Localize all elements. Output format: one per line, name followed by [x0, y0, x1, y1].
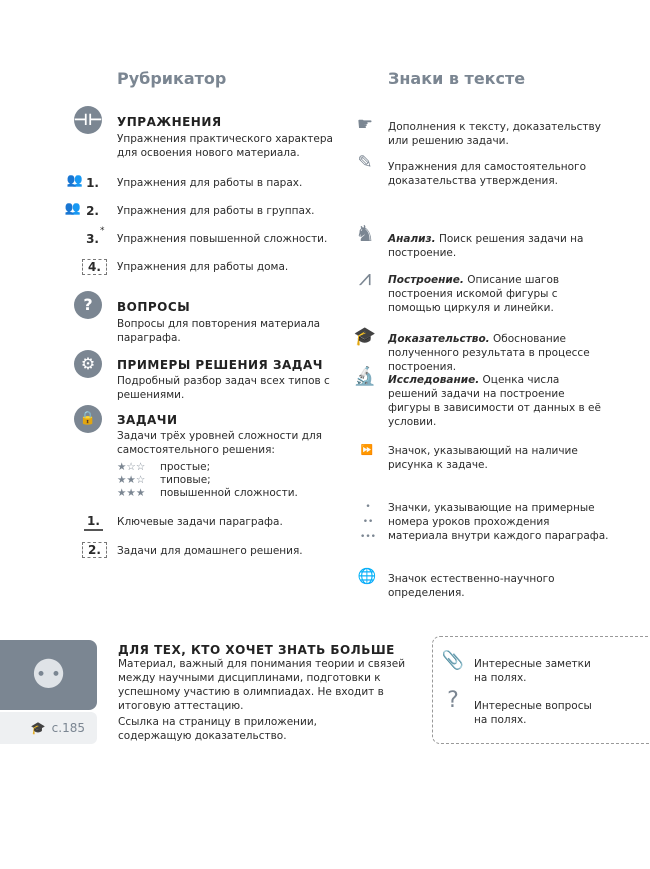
sign-desc: Значок, указывающий на наличие рисунка к задаче.: [388, 445, 578, 471]
level-text: простые;: [160, 461, 211, 473]
compass-icon: ⩘: [358, 266, 372, 291]
tasks-desc: Задачи трёх уровней сложности для самостоятельного решения:: [117, 430, 322, 456]
key-task-num: 1.: [84, 514, 103, 531]
group-icon: 👥: [64, 201, 82, 216]
level-text: повышенной сложности.: [160, 487, 298, 499]
page-ref-desc: Ссылка на страницу в приложении, содержащую доказательство.: [118, 716, 318, 742]
page-reference-badge: [0, 712, 97, 744]
lock-icon: 🔒: [74, 405, 102, 433]
key-task-text: Ключевые задачи параграфа.: [117, 516, 283, 528]
item-num: 1.: [86, 176, 99, 190]
signs-title: Знаки в тексте: [388, 69, 526, 88]
sign-desc: Обоснование полученного результата в процессе построения.: [388, 333, 590, 373]
sign-desc: Оценка числа решений задачи на построение фигуры в зависимости от данных в её условии.: [388, 374, 601, 428]
stars-icon: ★★★: [117, 487, 146, 499]
item-num: 4.: [82, 259, 107, 275]
exercises-desc: Упражнения практического характера для освоения нового материала.: [117, 133, 333, 159]
sign-desc: Описание шагов построения искомой фигуры с помощью циркуля и линейки.: [388, 274, 560, 314]
item-text: Упражнения для работы в группах.: [117, 205, 315, 217]
graduation-cap-icon: 🎓: [353, 326, 377, 347]
rubricator-title: Рубрикатор: [117, 69, 227, 88]
examples-desc: Подробный разбор задач всех типов с решениями.: [117, 375, 330, 401]
home-task-num: 2.: [82, 542, 107, 558]
questions-margin-desc: Интересные вопросы на полях.: [474, 700, 592, 726]
notes-desc: Интересные заметки на полях.: [474, 658, 591, 684]
graduation-cap-icon: 🎓: [30, 721, 46, 735]
sign-desc: Поиск решения задачи на построение.: [388, 233, 584, 259]
item-text: Упражнения для работы в парах.: [117, 177, 303, 189]
chess-knight-icon: ♞: [355, 222, 375, 247]
sign-term: Исследование.: [388, 374, 480, 386]
tasks-heading: ЗАДАЧИ: [117, 413, 178, 427]
more-heading: ДЛЯ ТЕХ, КТО ХОЧЕТ ЗНАТЬ БОЛЬШЕ: [118, 643, 395, 657]
question-mark-icon: ?: [447, 688, 459, 713]
sign-desc: Значки, указывающие на примерные номера уроков прохождения материала внутри каждого параграфа.: [388, 502, 609, 542]
examples-heading: ПРИМЕРЫ РЕШЕНИЯ ЗАДАЧ: [117, 358, 323, 372]
more-desc: Материал, важный для понимания теории и связей между научными дисциплинами, подготовки к успешному участию в олимпиадах. Не входит в итоговую аттестацию.: [118, 658, 406, 712]
item-num: 3.: [86, 232, 99, 246]
item-text: Упражнения для работы дома.: [117, 261, 289, 273]
home-task-text: Задачи для домашнего решения.: [117, 545, 303, 557]
microscope-icon: 🔬: [353, 366, 377, 387]
margin-notes-box: [432, 636, 650, 744]
page-ref: с.185: [51, 721, 85, 735]
globe-icon: 🌐: [357, 567, 377, 585]
sign-term: Доказательство.: [388, 333, 490, 345]
pencil-icon: ✎: [357, 152, 373, 173]
vitruvian-man-icon: ⚉: [0, 640, 97, 710]
sign-desc: Дополнения к тексту, доказательству или решению задачи.: [388, 121, 601, 147]
fast-forward-icon: ⏩: [360, 445, 374, 456]
question-icon: ?: [74, 291, 102, 319]
sign-desc: Упражнения для самостоятельного доказательства утверждения.: [388, 161, 587, 187]
dots-icon: • •• •••: [360, 502, 376, 542]
item-text: Упражнения повышенной сложности.: [117, 233, 328, 245]
paperclip-icon: 📎: [441, 650, 465, 671]
pointing-hand-icon: ☛: [356, 114, 374, 135]
sign-desc: Значок естественно-научного определения.: [388, 573, 555, 599]
sign-term: Построение.: [388, 274, 464, 286]
dumbbell-icon: ⊣⊢: [74, 106, 102, 134]
sign-term: Анализ.: [388, 233, 436, 245]
asterisk: *: [100, 226, 105, 236]
stars-icon: ★☆☆: [117, 461, 146, 473]
pair-icon: 👥: [66, 173, 84, 188]
questions-desc: Вопросы для повторения материала параграфа.: [117, 318, 321, 344]
gears-icon: ⚙: [74, 350, 102, 378]
stars-icon: ★★☆: [117, 474, 146, 486]
level-text: типовые;: [160, 474, 211, 486]
exercises-heading: УПРАЖНЕНИЯ: [117, 115, 222, 129]
item-num: 2.: [86, 204, 99, 218]
questions-heading: ВОПРОСЫ: [117, 300, 191, 314]
